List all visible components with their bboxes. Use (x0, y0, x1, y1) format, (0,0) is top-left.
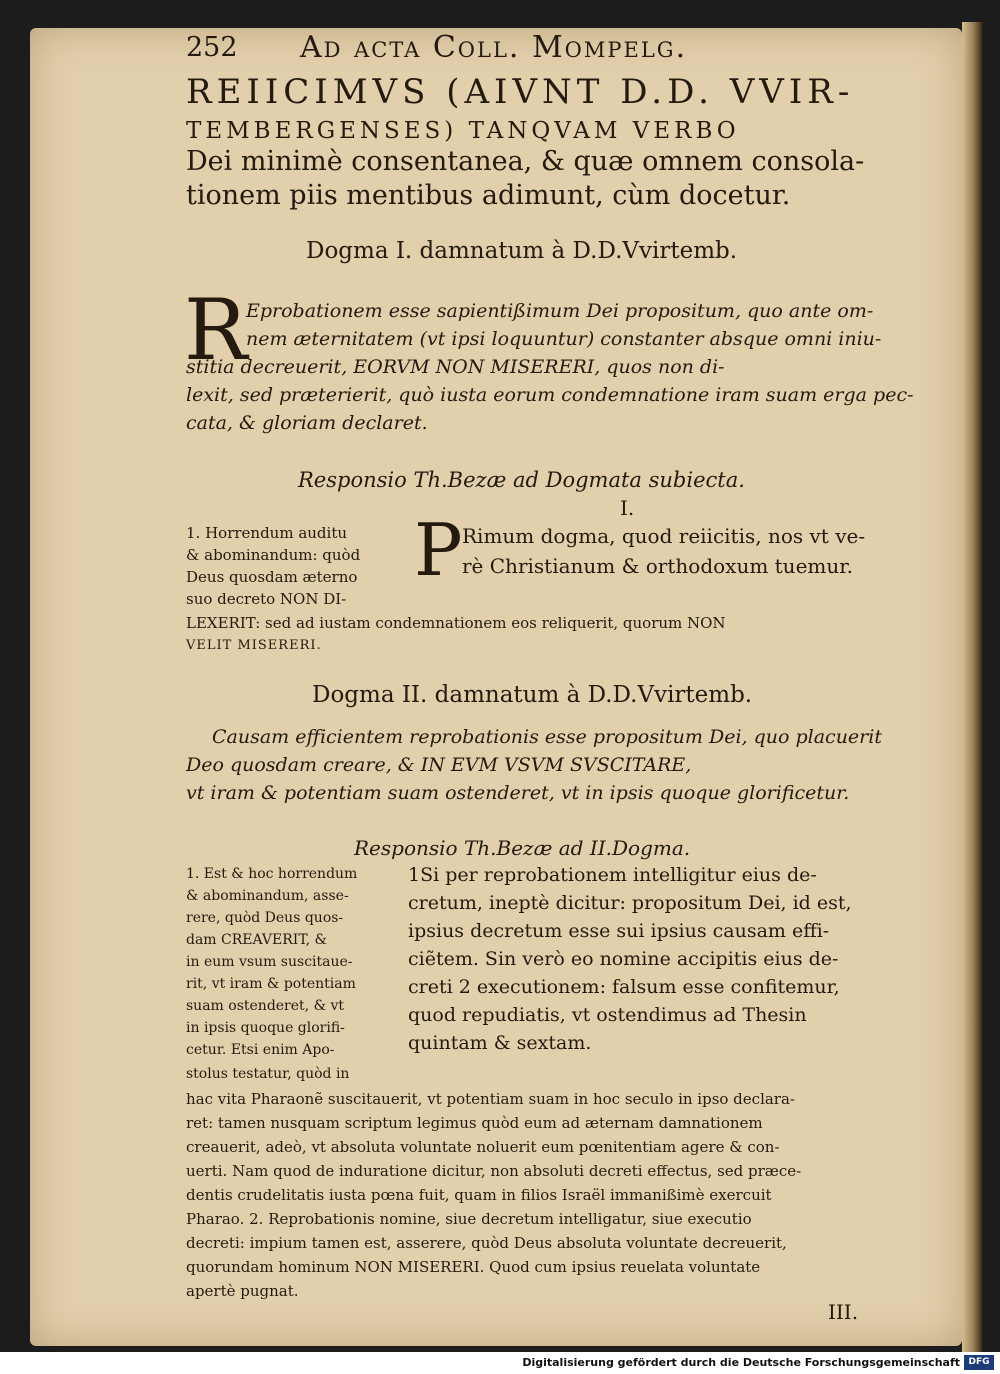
dogma-1-line-4: lexit, sed præterierit, quò iusta eorum condemnatione iram suam erga pec- (186, 384, 914, 406)
response-1-body-line-2: rè Christianum & orthodoxum tuemur. (462, 554, 853, 578)
response-2-continuation-6: Pharao. 2. Reprobationis nomine, siue decretum intelligatur, siue executio (186, 1210, 752, 1228)
response-1-note-line-1: 1. Horrendum auditu (186, 524, 348, 542)
dogma-2-line-1: Causam efficientem reprobationis esse propositum Dei, quo placuerit (212, 726, 882, 748)
dogma-2-line-3: vt iram & potentiam suam ostenderet, vt in ipsis quoque glorificetur. (186, 782, 850, 804)
dogma-1-line-2: nem æternitatem (vt ipsi loquuntur) constanter absque omni iniu- (246, 328, 882, 350)
response-2-continuation-9: apertè pugnat. (186, 1282, 299, 1300)
response-2-body-line-5: creti 2 executionem: falsum esse confitemur, (408, 976, 840, 998)
response-1-drop-cap: P (414, 508, 463, 592)
digitization-footer (0, 1352, 1000, 1374)
response-2-body-line-7: quintam & sextam. (408, 1032, 592, 1054)
heading-line-4: tionem piis mentibus adimunt, cùm docetur. (186, 180, 791, 211)
response-2-note-line-3: rere, quòd Deus quos- (186, 910, 344, 926)
page-number: 252 (186, 32, 238, 63)
response-2-note-line-1: 1. Est & hoc horrendum (186, 866, 358, 882)
response-1-note-line-3: Deus quosdam æterno (186, 568, 358, 586)
response-2-body-line-4: ciẽtem. Sin verò eo nomine accipitis eius de- (408, 948, 839, 970)
response-2-note-line-2: & abominandum, asse- (186, 888, 349, 904)
book-spine-edge (962, 22, 982, 1352)
dogma-1-line-5: cata, & gloriam declaret. (186, 412, 428, 434)
response-1-continuation-2: VELIT MISERERI. (186, 638, 322, 653)
response-2-note-line-5: in eum vsum suscitaue- (186, 954, 353, 970)
dogma-1-title: Dogma I. damnatum à D.D.Vvirtemb. (306, 238, 738, 264)
response-1-body-line-1: Rimum dogma, quod reiicitis, nos vt ve- (462, 524, 866, 548)
response-2-continuation-4: uerti. Nam quod de induratione dicitur, non absoluti decreti effectus, sed præce- (186, 1162, 802, 1180)
response-1-continuation-1: LEXERIT: sed ad iustam condemnationem eos reliquerit, quorum NON (186, 614, 726, 632)
response-1-note-line-2: & abominandum: quòd (186, 546, 361, 564)
catchword: III. (828, 1300, 859, 1324)
response-1-number: I. (620, 496, 635, 520)
dogma-2-title: Dogma II. damnatum à D.D.Vvirtemb. (312, 682, 753, 708)
response-2-note-line-8: in ipsis quoque glorifi- (186, 1020, 345, 1036)
dogma-2-line-2: Deo quosdam creare, & IN EVM VSVM SVSCITARE, (186, 754, 692, 776)
dfg-logo-icon: DFG (964, 1355, 994, 1370)
response-2-continuation-8: quorundam hominum NON MISERERI. Quod cum ipsius reuelata voluntate (186, 1258, 761, 1276)
response-2-body-line-2: cretum, ineptè dicitur: propositum Dei, id est, (408, 892, 852, 914)
heading-line-2: TEMBERGENSES) TANQVAM VERBO (186, 118, 740, 144)
heading-line-3: Dei minimè consentanea, & quæ omnem consola- (186, 146, 865, 177)
response-2-note-line-4: dam CREAVERIT, & (186, 932, 327, 948)
response-2-note-line-7: suam ostenderet, & vt (186, 998, 345, 1014)
dogma-1-drop-cap: R (184, 281, 248, 379)
dogma-1-line-1: Eprobationem esse sapientißimum Dei propositum, quo ante om- (246, 300, 874, 322)
heading-line-1: REIICIMVS (AIVNT D.D. VVIR- (186, 72, 855, 112)
response-1-title: Responsio Th.Bezæ ad Dogmata subiecta. (298, 468, 745, 492)
footer-credit: Digitalisierung gefördert durch die Deutsche Forschungsgemeinschaft (522, 1356, 960, 1369)
response-1-note-line-4: suo decreto NON DI- (186, 590, 347, 608)
response-2-continuation-3: creauerit, adeò, vt absoluta voluntate noluerit eum pœnitentiam agere & con- (186, 1138, 780, 1156)
response-2-continuation-5: dentis crudelitatis iusta pœna fuit, quam in filios Israël immanißimè exercuit (186, 1186, 772, 1204)
response-2-note-line-10: stolus testatur, quòd in (186, 1066, 350, 1082)
response-2-continuation-2: ret: tamen nusquam scriptum legimus quòd eum ad æternam damnationem (186, 1114, 763, 1132)
response-2-note-line-6: rit, vt iram & potentiam (186, 976, 356, 992)
response-2-continuation-7: decreti: impium tamen est, asserere, quòd Deus absoluta voluntate decreuerit, (186, 1234, 787, 1252)
response-2-title: Responsio Th.Bezæ ad II.Dogma. (354, 836, 691, 860)
dogma-1-line-3: stitia decreuerit, EORVM NON MISERERI, quos non di- (186, 356, 725, 378)
running-title: Ad acta Coll. Mompelg. (300, 30, 688, 65)
response-2-note-line-9: cetur. Etsi enim Apo- (186, 1042, 335, 1058)
response-2-body-line-6: quod repudiatis, vt ostendimus ad Thesin (408, 1004, 807, 1026)
response-2-body-line-3: ipsius decretum esse sui ipsius causam effi- (408, 920, 830, 942)
response-2-continuation-1: hac vita Pharaonẽ suscitauerit, vt potentiam suam in hoc seculo in ipso declara- (186, 1090, 795, 1108)
response-2-body-line-1: 1Si per reprobationem intelligitur eius de- (408, 864, 817, 886)
